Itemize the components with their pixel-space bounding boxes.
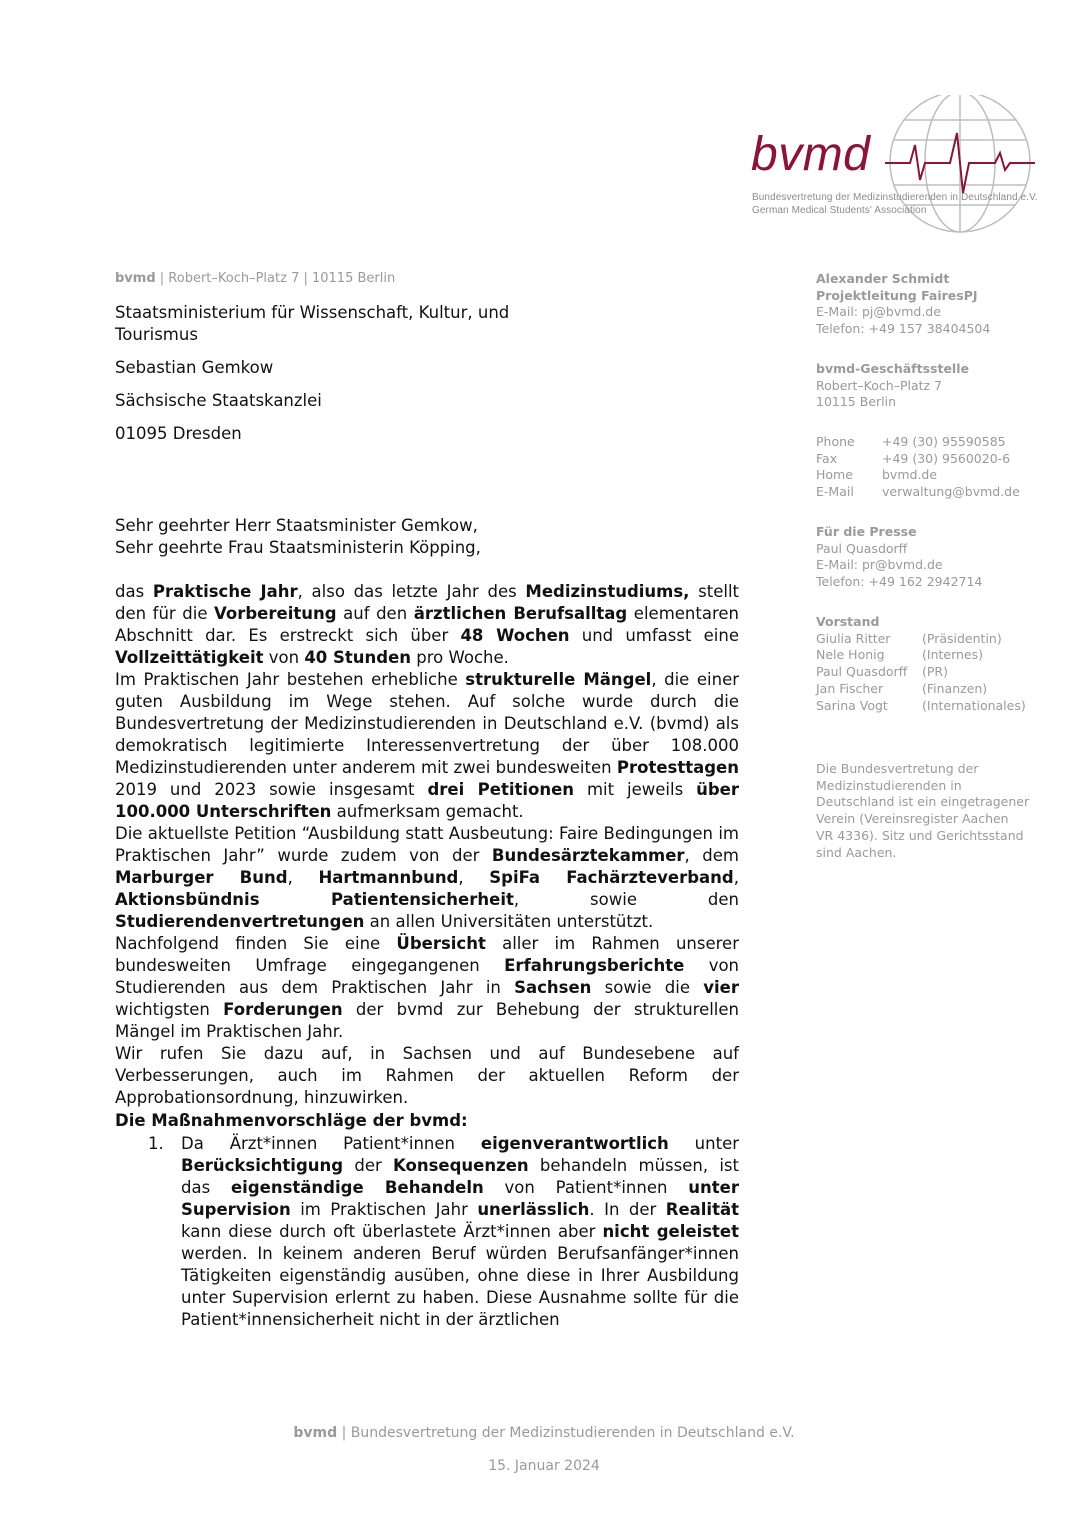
body-text: pro Woche. [411, 648, 509, 667]
body-text: der [343, 1156, 394, 1175]
body-text: , die einer guten Ausbildung im Wege stehen. Auf solche wurde durch die Bundesvertretung der Medizinstudierenden in Deutschland e.V. (bvmd) als demokratisch legitimierte Interessenvertretung der über 108.000 Medizinstudierenden unter anderem mit zwei bundesweiten [115, 670, 740, 777]
office-contact-table [816, 434, 1046, 501]
emphasis-text: unter Supervision [181, 1178, 739, 1219]
contact-name: Alexander Schmidt [816, 271, 950, 286]
emphasis-text: Studierendenvertretungen [115, 912, 365, 931]
contact-block [816, 271, 1046, 338]
body-text: werden. In keinem anderen Beruf würden Berufsanfänger*innen Tätigkeiten eigenständig ausüben, ohne diese in Ihrer Ausbildung unter Supervision erlernt zu haben. Diese Ausnahme sollte für die Patient*innensicherheit nicht in der ärztlichen [181, 1244, 739, 1329]
salutation-line2: Sehr geehrte Frau Staatsministerin Köpping, [115, 538, 481, 557]
body-text: und umfasst eine [569, 626, 739, 645]
emphasis-text: Aktionsbündnis Patientensicherheit [115, 890, 514, 909]
emphasis-text: über 100.000 Unterschriften [115, 780, 739, 821]
press-title: Für die Presse [816, 524, 917, 539]
emphasis-text: Marburger Bund [115, 868, 288, 887]
office-home-label: Home [816, 467, 853, 483]
emphasis-text: Medizinstudiums, [525, 582, 690, 601]
emphasis-text: Vorbereitung [214, 604, 337, 623]
emphasis-text: Bundesärztekammer [491, 846, 685, 865]
body-text: Im Praktischen Jahr bestehen erhebliche [115, 670, 466, 689]
body-paragraph [115, 581, 739, 669]
list-item [115, 1133, 739, 1331]
body-text: , [287, 868, 319, 887]
sender-address-line [115, 271, 395, 286]
body-text: von Studierenden aus dem Praktischen Jahr in [115, 956, 740, 997]
body-text: unter [668, 1134, 739, 1153]
body-text: Wir rufen Sie dazu auf, in Sachsen und auf Bundesebene auf Verbesserungen, auch im Rahmen der aktuellen Reform der Approbationsordnung, hinzuwirken. [115, 1044, 739, 1107]
emphasis-text: Erfahrungsberichte [504, 956, 685, 975]
footer-text: | Bundesvertretung der Medizinstudierenden in Deutschland e.V. [337, 1425, 795, 1441]
footer-org: bvmd [293, 1425, 338, 1441]
registry-line: Die Bundesvertretung der [816, 761, 979, 776]
emphasis-text: Hartmannbund [318, 868, 459, 887]
board-member-name: Nele Honig [816, 647, 885, 663]
registry-line: sind Aachen. [816, 844, 897, 860]
recipient-office: Sächsische Staatskanzlei [115, 391, 322, 410]
body-text: von [263, 648, 305, 667]
registry-line: Medizinstudierenden in [816, 777, 962, 793]
body-text: aufmerksam gemacht. [331, 802, 524, 821]
emphasis-text: unerlässlich [477, 1200, 590, 1219]
emphasis-text: SpiFa Fachärzteverband [489, 868, 734, 887]
body-paragraph [115, 823, 739, 933]
body-text: , sowie den [513, 890, 739, 909]
office-fax-label: Fax [816, 450, 838, 466]
letter-body [115, 581, 739, 1109]
body-paragraph [115, 933, 739, 1043]
body-text: im Praktischen Jahr [290, 1200, 478, 1219]
body-text: Die aktuellste Petition “Ausbildung statt Ausbeutung: Faire Bedingungen im Praktischen Jahr” wurde zudem von der [115, 824, 739, 865]
board-member [816, 681, 1046, 698]
office-phone-value: +49 (30) 95590585 [882, 434, 1006, 449]
registry-line: Verein (Vereinsregister Aachen [816, 811, 1009, 827]
recipient-ministry-line1: Staatsministerium für Wissenschaft, Kultur, und [115, 303, 510, 322]
body-text: kann diese durch oft überlastete Ärzt*innen aber [181, 1222, 603, 1241]
emphasis-text: Berücksichtigung [181, 1156, 344, 1175]
footer-date: 15. Januar 2024 [488, 1458, 600, 1474]
press-phone: Telefon: +49 162 2942714 [816, 574, 983, 590]
body-text: behandeln müssen, ist das [181, 1156, 739, 1197]
board-member-role: (Präsidentin) [922, 630, 1002, 646]
body-text: an allen Universitäten unterstützt. [364, 912, 654, 931]
emphasis-text: vier [703, 978, 739, 997]
emphasis-text: Vollzeittätigkeit [115, 648, 264, 667]
emphasis-text: Realität [665, 1200, 739, 1219]
recipient-city: 01095 Dresden [115, 424, 242, 443]
board-member-role: (PR) [922, 664, 948, 680]
sender-org: bvmd [115, 271, 156, 286]
office-email-label: E-Mail [816, 484, 854, 500]
office-street: Robert–Koch–Platz 7 [816, 377, 943, 393]
measures-list [115, 1133, 739, 1331]
office-email-row [816, 484, 1046, 501]
body-text: aller im Rahmen unserer bundesweiten Umfrage eingegangenen [115, 934, 739, 975]
board-member-name: Giulia Ritter [816, 630, 891, 646]
board-member-name: Jan Fischer [816, 680, 884, 696]
body-text: mit jeweils [574, 780, 697, 799]
body-text: , [458, 868, 490, 887]
emphasis-text: drei Petitionen [427, 780, 575, 799]
body-text: , dem [684, 846, 739, 865]
body-paragraph [115, 669, 739, 823]
emphasis-text: Protesttagen [616, 758, 739, 777]
board-member [816, 664, 1046, 681]
body-text: wichtigsten [115, 1000, 224, 1019]
footer-org-line [0, 1425, 1088, 1441]
office-phone-label: Phone [816, 434, 855, 449]
registry-line: Deutschland ist ein eingetragener [816, 794, 1030, 810]
board-member [816, 698, 1046, 715]
body-text: 2019 und 2023 sowie insgesamt [115, 780, 428, 799]
logo-subtitle-de: Bundesvertretung der Medizinstudierenden in Deutschland e.V. [752, 192, 1038, 203]
recipient-ministry [115, 302, 509, 346]
body-paragraph [115, 1043, 739, 1109]
body-text: von Patient*innen [483, 1178, 689, 1197]
press-email[interactable]: E-Mail: pr@bvmd.de [816, 557, 943, 573]
logo-wordmark: bvmd [751, 128, 871, 181]
body-text: Nachfolgend finden Sie eine [115, 934, 397, 953]
salutation [115, 515, 481, 559]
press-block [816, 524, 1046, 591]
list-item-text [181, 1133, 739, 1331]
press-name: Paul Quasdorff [816, 540, 908, 556]
office-home-link[interactable]: bvmd.de [882, 467, 938, 483]
contact-role: Projektleitung FairesPJ [816, 287, 978, 303]
body-text: Da Ärzt*innen Patient*innen [181, 1134, 481, 1153]
list-item-number: 1. [148, 1134, 164, 1153]
registry-line: VR 4336). Sitz und Gerichtsstand [816, 827, 1024, 843]
office-title: bvmd-Geschäftsstelle [816, 361, 969, 376]
emphasis-text: eigenverantwortlich [480, 1134, 669, 1153]
emphasis-text: eigenständige Behandeln [230, 1178, 484, 1197]
emphasis-text: Konsequenzen [393, 1156, 529, 1175]
logo-subtitle-en: German Medical Students' Association [752, 205, 927, 216]
body-text: sowie die [591, 978, 704, 997]
office-fax-value: +49 (30) 9560020-6 [882, 450, 1011, 466]
recipient-name: Sebastian Gemkow [115, 358, 274, 377]
board-member [816, 647, 1046, 664]
board-title: Vorstand [816, 614, 880, 629]
sender-address: | Robert–Koch–Platz 7 | 10115 Berlin [155, 271, 396, 286]
emphasis-text: 40 Stunden [304, 648, 412, 667]
emphasis-text: Forderungen [223, 1000, 343, 1019]
office-fax-row [816, 451, 1046, 468]
board-block [816, 614, 1046, 714]
measures-heading: Die Maßnahmenvorschläge der bvmd: [115, 1111, 468, 1130]
body-text: , [733, 868, 739, 887]
body-text: das [115, 582, 153, 601]
body-text: stellt den für die [115, 582, 739, 623]
board-member-role: (Internationales) [922, 697, 1026, 713]
emphasis-text: ärztlichen Berufsalltag [413, 604, 628, 623]
emphasis-text: Übersicht [396, 934, 486, 953]
office-phone-row [816, 434, 1046, 451]
body-text: der bvmd zur Behebung der strukturellen Mängel im Praktischen Jahr. [115, 1000, 739, 1041]
board-member-name: Paul Quasdorff [816, 664, 908, 680]
office-home-row [816, 467, 1046, 484]
emphasis-text: Sachsen [514, 978, 592, 997]
recipient-ministry-line2: Tourismus [115, 325, 198, 344]
emphasis-text: nicht geleistet [602, 1222, 740, 1241]
body-text: auf den [336, 604, 414, 623]
office-city: 10115 Berlin [816, 394, 897, 410]
board-member-name: Sarina Vogt [816, 697, 888, 713]
emphasis-text: strukturelle Mängel [465, 670, 652, 689]
salutation-line1: Sehr geehrter Herr Staatsminister Gemkow, [115, 516, 478, 535]
contact-email[interactable]: E-Mail: pj@bvmd.de [816, 304, 941, 320]
registry-note [816, 761, 1046, 861]
board-member [816, 631, 1046, 648]
board-member-role: (Finanzen) [922, 680, 988, 696]
board-member-role: (Internes) [922, 647, 983, 663]
body-text: , also das letzte Jahr des [297, 582, 526, 601]
contact-phone: Telefon: +49 157 38404504 [816, 321, 991, 337]
body-text: elementaren Abschnitt dar. Es erstreckt sich über [115, 604, 739, 645]
office-email-link[interactable]: verwaltung@bvmd.de [882, 484, 1020, 500]
office-block [816, 361, 1046, 411]
emphasis-text: 48 Wochen [460, 626, 570, 645]
emphasis-text: Praktische Jahr [152, 582, 298, 601]
body-text: . In der [589, 1200, 666, 1219]
